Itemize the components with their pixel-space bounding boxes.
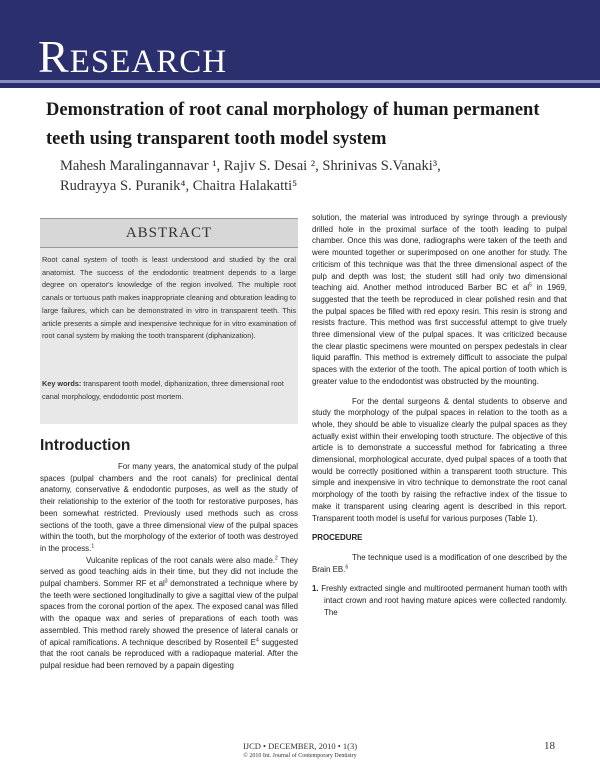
abstract-box [40, 218, 298, 424]
procedure-heading: PROCEDURE [312, 533, 363, 543]
journal-footer: IJCD • DECEMBER, 2010 • 1(3) [242, 741, 358, 751]
paragraph: Vulcanite replicas of the root canals were also made.$^2$ They served as good teaching aids in their time, but they did not include the pulpal chambers. Sommer RF et $al^3$ demonstrated a technique where by the teeth were sectioned longitudinally to give a sagittal view of the pulpal spaces from the coronal portion of the apex. The exposed canal was filled with the opaque wax and series of preparations of each tooth was assembled. This method rarely showed the presence of lateral canals or of apical ramifications. A technique described by Rosenteil $E^4$ suggested that the root canals be reproduced with a radiopaque material. After the pulpal residue had been removed by a papain digesting [40, 555, 299, 670]
keywords-text: transparent tooth model, diphanization, three dimensional root canal morphology, endodontic post mortem. [42, 379, 284, 401]
section-title: RESEARCH [38, 31, 228, 82]
keywords [42, 378, 296, 403]
paragraph: For many years, the anatomical study of the pulpal spaces (pulpal chambers and the root canals) for preclinical dental anatomy, conservative & endodontic purposes, as well as the study of their relationship to the exterior of the tooth for restorative purposes, has been somewhat restricted. Previously used methods such as cross sections of the tooth, gave a three dimensional view of the pulpal spaces within the tooth, but the morphology of the exterior of tooth was destroyed in the process.$^1$ [40, 462, 298, 553]
body-column-left [40, 461, 298, 672]
paragraph: The technique used is a modification of one described by the Brain EB.$^6$ [312, 552, 567, 574]
copyright-line: © 2010 Int. Journal of Contemporary Dentistry [243, 753, 357, 759]
abstract-text: Root canal system of tooth is least understood and studied by the oral anatomist. The success of the endodontic treatment depends to a large degree on operator's knowledge of the region involved. The multiple root canals or tortuous path makes inappropriate cleaning and obturation leading to large failures, which can be demonstrated in vitro in transparent teeth. This article presents a simple and inexpensive technique for in vitro examination of root canal system by making the tooth transparent (diphanization). [42, 255, 296, 341]
paragraph: solution, the material was introduced by syringe through a previously drilled hole in the proximal surface of the tooth leading to pulpal chamber. Once this was done, radiographs were taken of the teeth and were mounted together or superimposed on one another for study. The criticism of this technique was that the three dimensional aspect of the pulp and depth was lost; the student still had only two dimensional teaching aid. Another method introduced Barber BC et $al^5$ in 1969, suggested that the teeth be reproduced in clear polished resin and that the pulpal spaces be filled with red epoxy resin. This resin is strong and resists fracture. This method was first successful attempt to give truely three dimensional view of the pulpal spaces. It was criticized because the clear plastic specimens were mounted on perspex pedestals in clear liquid paraffin. This method is extremely difficult to associate the pulpal spaces with the exterior of the tooth. The apical portion of tooth which is greater value to the endodontist was obstructed by the mounting. [312, 213, 568, 386]
keywords-label: Key words: [42, 379, 82, 388]
abstract-heading: ABSTRACT [40, 218, 298, 248]
body-column-right [312, 212, 567, 619]
page-number: 18 [544, 740, 555, 752]
author-line-1: Mahesh Maralingannavar ¹, Rajiv S. Desai ², Shrinivas S.Vanaki³, [60, 158, 441, 174]
list-item: 1. Freshly extracted single and multirooted permanent human tooth with intact crown and root having mature apices were collected randomly. The [312, 584, 567, 617]
author-list [60, 156, 540, 196]
paragraph: For the dental surgeons & dental students to observe and study the morphology of the pulpal spaces in relation to the tooth as a whole, they should be able to visualize clearly the pulpal spaces as they actually exist within their enveloping tooth structure. The objective of this article is to demonstrate a successful method for fabricating a three dimensional, morphological accurate, dyed pulpal spaces of a tooth that would be correctly positioned within a transparent tooth structure. This simple and inexpensive in vitro technique to demonstrate the root canal morphology of the tooth by raising the refractive index of the tissue to make it transparent using clearing agent is described in this report. Transparent tooth model is useful for various purposes (Table 1). [312, 396, 567, 523]
introduction-heading: Introduction [40, 437, 131, 454]
author-line-2: Rudrayya S. Puranik⁴, Chaitra Halakatti⁵ [60, 178, 298, 194]
article-title: Demonstration of root canal morphology of human permanent teeth using transparent tooth model system [46, 100, 540, 149]
